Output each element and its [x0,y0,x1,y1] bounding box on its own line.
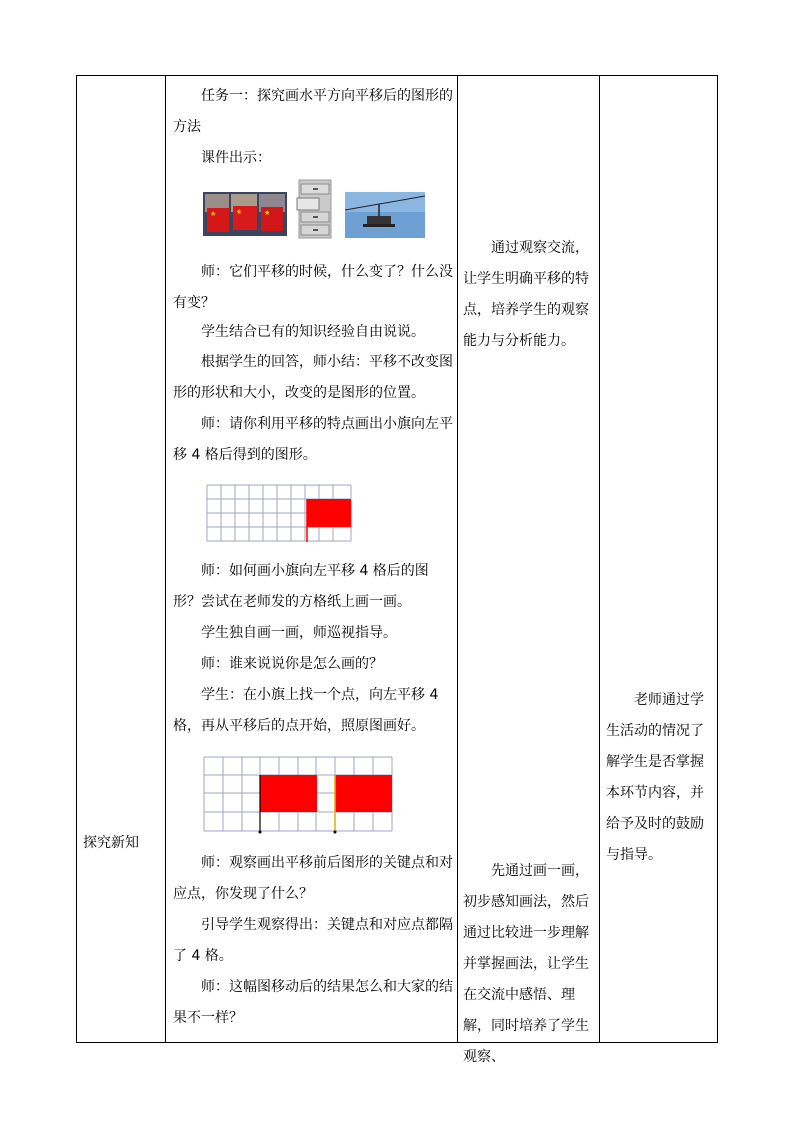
flag-grid-after [202,756,394,836]
paragraph-1: 学生结合已有的知识经验自由说说。 [201,324,425,340]
corresponding-point-dot [334,831,337,834]
task-title: 任务一：探究画水平方向平移后的图形的方法 [173,88,453,135]
flag-grid-before [206,484,356,546]
translated-flag-rect [260,775,317,812]
paragraph-2: 根据学生的回答，师小结：平移不改变图形的形状和大小，改变的是图形的位置。 [173,354,453,401]
filing-cabinet-photo [297,180,331,238]
section-label: 探究新知 [83,835,139,851]
question-1: 师：它们平移的时候，什么变了？什么没有变？ [173,264,453,311]
column-divider [599,76,600,1042]
question-2: 师：如何画小旗向左平移 4 格后的图形？尝试在老师发的方格纸上画一画。 [173,563,429,610]
lesson-table [76,75,718,1065]
translation-examples-image [201,180,427,240]
courseware-label: 课件出示： [201,150,271,166]
evaluation-note: 老师通过学生活动的情况了解学生是否掌握本环节内容，并给予及时的鼓励与指导。 [606,692,704,863]
question-3: 师：谁来说说你是怎么画的？ [201,656,383,672]
flag-rect [307,499,351,527]
paragraph-6: 引导学生观察得出：关键点和对应点都隔了 4 格。 [173,917,453,964]
key-point-dot [259,831,262,834]
original-flag-rect [335,775,392,812]
paragraph-3: 师：请你利用平移的特点画出小旗向左平移 4 格后得到的图形。 [173,416,453,463]
paragraph-4: 学生独自画一画，师巡视指导。 [201,625,397,641]
question-4: 师：观察画出平移前后图形的关键点和对应点，你发现了什么？ [173,855,453,902]
cable-car-photo [345,192,425,238]
flags-photo [203,192,287,236]
svg-text:★: ★ [264,209,271,217]
question-5: 师：这幅图移动后的结果怎么和大家的结果不一样？ [173,979,453,1026]
design-note-2: 先通过画一画，初步感知画法，然后通过比较进一步理解并掌握画法，让学生在交流中感悟、理解，同时培养了学生观察、 [463,863,589,1065]
column-divider [165,76,166,1042]
svg-text:★: ★ [236,208,243,216]
column-divider [457,76,458,1042]
svg-text:★: ★ [210,210,217,218]
paragraph-5: 学生：在小旗上找一个点，向左平移 4 格，再从平移后的点开始，照原图画好。 [173,687,439,734]
design-note-1: 通过观察交流，让学生明确平移的特点，培养学生的观察能力与分析能力。 [463,240,589,349]
